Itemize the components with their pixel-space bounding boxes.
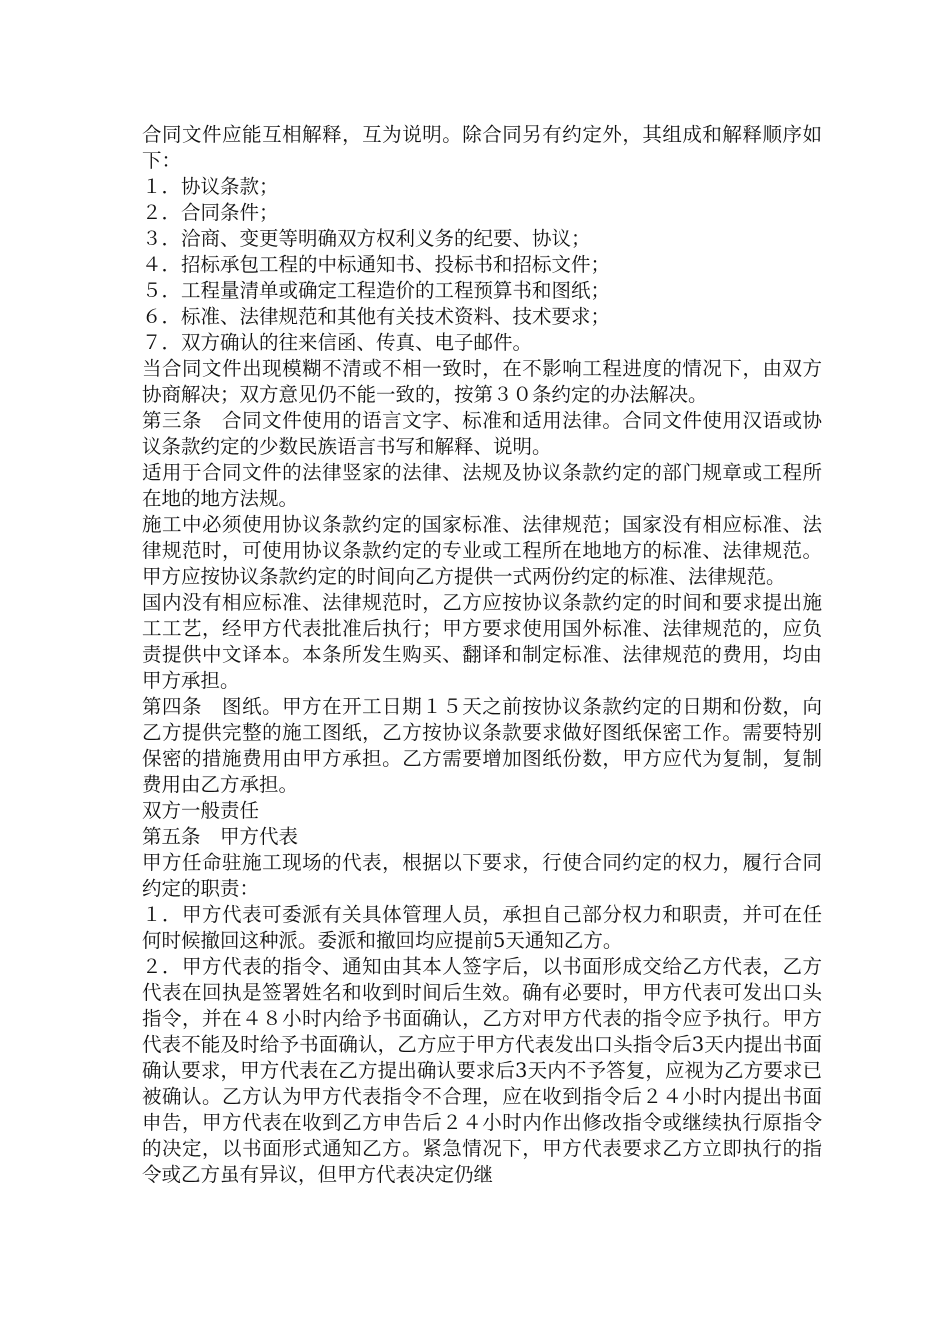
list-item-7: ７．双方确认的往来信函、传真、电子邮件。 — [142, 331, 533, 354]
list-item-6: ６．标准、法律规范和其他有关技术资料、技术要求； — [142, 305, 611, 328]
article-3: 第三条 合同文件使用的语言文字、标准和适用法律。合同文件使用汉语或协议条款约定的少数民族语言书写和解释、说明。 — [142, 409, 822, 458]
paragraph-applicable-law: 适用于合同文件的法律竖家的法律、法规及协议条款约定的部门规章或工程所在地的地方法规。 — [142, 461, 822, 510]
section-heading-general-duties: 双方一般责任 — [142, 799, 260, 822]
paragraph-representative: 甲方任命驻施工现场的代表，根据以下要求，行使合同约定的权力，履行合同约定的职责： — [142, 851, 822, 900]
list-item-2: ２．合同条件； — [142, 201, 279, 224]
document-page — [142, 122, 822, 1188]
paragraph-ambiguity: 当合同文件出现模糊不清或不相一致时，在不影响工程进度的情况下，由双方协商解决；双方意见仍不能一致的，按第３０条约定的办法解决。 — [142, 357, 822, 406]
clause-5-1: １．甲方代表可委派有关具体管理人员，承担自己部分权力和职责，并可在任何时候撤回这种派。委派和撤回均应提前5天通知乙方。 — [142, 903, 822, 952]
list-item-4: ４．招标承包工程的中标通知书、投标书和招标文件； — [142, 253, 611, 276]
article-4: 第四条 图纸。甲方在开工日期１５天之前按协议条款约定的日期和份数，向乙方提供完整的施工图纸，乙方按协议条款要求做好图纸保密工作。需要特别保密的措施费用由甲方承担。乙方需要增加图纸份数，甲方应代为复制，复制费用由乙方承担。 — [142, 695, 822, 796]
paragraph-interpretation-order: 合同文件应能互相解释，互为说明。除合同另有约定外，其组成和解释顺序如下： — [142, 123, 822, 172]
list-item-3: ３．洽商、变更等明确双方权利义务的纪要、协议； — [142, 227, 591, 250]
paragraph-foreign-standards: 国内没有相应标准、法律规范时，乙方应按协议条款约定的时间和要求提出施工工艺，经甲方代表批准后执行；甲方要求使用国外标准、法律规范的，应负责提供中文译本。本条所发生购买、翻译和制定标准、法律规范的费用，均由甲方承担。 — [142, 591, 822, 692]
list-item-5: ５．工程量清单或确定工程造价的工程预算书和图纸； — [142, 279, 611, 302]
paragraph-standards: 施工中必须使用协议条款约定的国家标准、法律规范；国家没有相应标准、法律规范时，可使用协议条款约定的专业或工程所在地地方的标准、法律规范。甲方应按协议条款约定的时间向乙方提供一式两份约定的标准、法律规范。 — [142, 513, 822, 588]
clause-5-2: ２．甲方代表的指令、通知由其本人签字后，以书面形成交给乙方代表，乙方代表在回执是签署姓名和收到时间后生效。确有必要时，甲方代表可发出口头指令，并在４８小时内给予书面确认，乙方对甲方代表的指令应予执行。甲方代表不能及时给予书面确认，乙方应于甲方代表发出口头指令后3天内提出书面确认要求，甲方代表在乙方提出确认要求后3天内不予答复，应视为乙方要求已被确认。乙方认为甲方代表指令不合理，应在收到指令后２４小时内提出书面申告，甲方代表在收到乙方申告后２４小时内作出修改指令或继续执行原指令的决定，以书面形式通知乙方。紧急情况下，甲方代表要求乙方立即执行的指令或乙方虽有异议，但甲方代表决定仍继 — [142, 955, 822, 1186]
article-5-heading: 第五条 甲方代表 — [142, 825, 299, 848]
list-item-1: １．协议条款； — [142, 175, 279, 198]
